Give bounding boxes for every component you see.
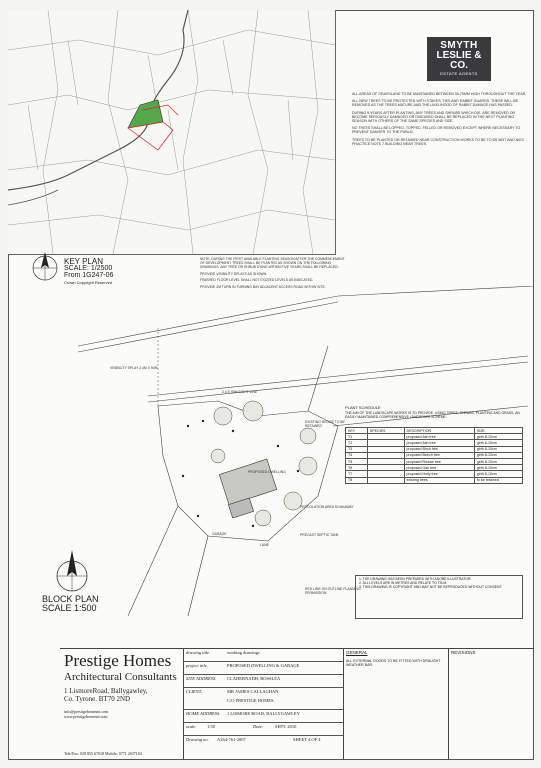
table-row: T5 proposed Rowan tree girth 8-10cm [346,458,523,464]
drawing-details [183,648,344,760]
annot-visibility: VISIBILITY SPLAY 2.4M X 90M [110,366,158,370]
row-client: CLIENT. MR JAMES CALLAGHAN C/O PRESTIGE HOMES. [183,687,343,710]
annot-garage: GARAGE [212,532,227,536]
annot-red-line: RED LINE ON OUTLINE PLANNING PERMISSION [305,587,361,595]
table-row: T2 proposed Ash tree girth 8-10cm [346,440,523,446]
col-header: SIZE [474,428,522,434]
note-item: NO TREES SHALL BE LOPPED, TOPPED, FELLED OR REMOVED EXCEPT WHERE NECESSARY TO PREVENT DANGER TO THE PUBLIC. [352,126,521,135]
col-header: DESCRIPTION [404,428,474,434]
company-email: info@prestigehomesni.com [64,709,109,714]
block-plan-title-block [42,595,99,613]
annot-lane: LANE [260,543,269,547]
key-plan-title-block [64,258,113,286]
key-plan-ref: From 1G247-06 [64,272,114,279]
note-item: NOTE: DURING THE FIRST AVAILABLE PLANTING SEASON AFTER THE COMMENCEMENT OF DEVELOPMENT TREES SHALL BE PLANTED AS SHOWN ON THE FOLLOWING DRAWINGS. ANY TREE OR SHRUB DYING WITHIN FIVE YEARS SHALL BE REPLACED. [200,257,345,269]
revisions-label: REVISIONS [451,650,476,655]
legend-notes [355,575,523,619]
annot-septic: PRECAST SEPTIC TANK [300,533,339,537]
note-item: FINISHED FLOOR LEVEL SHALL NOT EXCEED LEVELS AS INDICATED. [200,278,314,282]
company-web: www.prestigehomesni.com [64,714,108,719]
legend-note: 1. THE DRAWING HAS BEEN PREPARED WITH ADOBE ILLUSTRATOR. [359,577,472,581]
note-item: DURING 5 YEARS AFTER PLANTING, ANY TREES AND SHRUBS WHICH DIE, ARE REMOVED OR BECOME SERIOUSLY DAMAGED OR DISEASED SHALL BE REPLACED IN THE NEXT PLANTING SEASON WITH OTHERS OF THE SAME SPECIES AND SIZE. [352,110,516,124]
row-project: project title. PROPOSED DWELLING & GARAGE [183,661,343,675]
note-item: ALL NEW TREES TO BE PROTECTED WITH STAKES, TIES AND RABBIT GUARDS. THESE WILL BE REMOVED AS THE TREES MATURE AND THE LIKELIHOOD OF RABBIT DAMAGE HAS PASSED. [352,99,519,108]
key-plan-map [8,10,336,255]
annot-hedge: EXISTING HEDGE TO BE RETAINED [305,420,345,428]
general-label: GENERAL [346,650,368,655]
table-row: T1 proposed Ash tree girth 8-10cm [346,434,523,440]
company-address: 1 LismoreRoad, Ballygawley, Co. Tyrone. BT70 2ND [64,687,148,703]
col-header: SPECIES [367,428,404,434]
legend-note: 3. THIS DRAWING IS COPYRIGHT AND MAY NOT BE REPRODUCED WITHOUT CONSENT. [359,584,503,589]
row-site: SITE ADDRESS. CLAHERNADH, ROSSLEA [183,674,343,688]
legend-note: 2. ALL LEVELS ARE IN METRES AND RELATE TO T.B.M. [359,580,448,585]
col-header: KEY [346,428,368,434]
plant-schedule-table [345,427,523,484]
general-panel [343,648,449,760]
row-drawing-title: drawing title. working drawings [183,648,343,662]
company-panel [60,648,184,760]
table-row: T8 existing trees to be retained [346,477,523,483]
company-subtitle: Architectural Consultants [64,671,177,683]
brand-line1: SMYTH [440,40,478,51]
table-row: T6 proposed Oak tree girth 8-10cm [346,465,523,471]
annot-sight-line: 2.4 X 90M SIGHT LINE [222,390,258,394]
company-name: Prestige Homes [64,651,172,670]
key-plan-title: KEY PLAN [64,257,103,266]
company-tel: Tele/Fax: 028 855 67018 Mobile: 0771 2637104 [64,751,142,756]
key-plan-scale: SCALE: 1/2500 [64,265,113,272]
plant-schedule-intro: THE AIM OF THE LANDSCAPE WORKS IS TO PROVIDE, USING TREES, SHRUBS, PLANTING AND GRASS, AN EASILY MAINTAINED COMPREHENSIVE LANDSCAPE SCHEME. [345,411,520,419]
table-row: T3 proposed Birch tree girth 8-10cm [346,446,523,452]
block-plan-scale: SCALE 1:500 [42,603,97,613]
note-item: TREES TO BE PLANTED OR RETAINED NEAR CONSTRUCTION WORKS TO BE TO BS 5837 AND NIEC PRACTICE NOTE 7 BUILDING NEAR TREES. [352,137,525,146]
north-arrow-icon [30,250,60,284]
brand-tagline: ESTATE AGENTS [440,71,478,76]
block-plan-title: BLOCK PLAN [42,594,99,604]
company-contact [64,709,183,719]
notes-right [352,92,528,149]
annot-dwelling: PROPOSED DWELLING [248,470,286,474]
brand-line2: LESLIE & CO. [436,50,482,71]
note-item: PROVIDE VISIBILITY SPLAYS AS SHOWN. [200,271,267,276]
annot-soakaway: PERCOLATION AREA SOAKAWAY [300,505,354,509]
row-drawing-no: Drawing no. A264-761-2007 SHEET 4 OF 4 [186,737,321,742]
brand-logo [427,37,491,81]
table-row: T7 proposed Holly tree girth 8-10cm [346,471,523,477]
general-note: ALL EXTERNAL DOORS TO BE FITTED WITH DRAUGHT WEATHER BAR. [346,659,441,667]
plant-schedule-title: PLANT SCHEDULE [345,405,381,410]
table-row: T4 proposed Beech tree girth 8-10cm [346,452,523,458]
key-plan-copyright: Crown Copyright Reserved [64,280,113,285]
note-item: PROVIDE 2M TURN IN TURNING BAY ADJACENT ACCESS ROAD WITHIN SITE. [200,284,326,289]
revisions-panel [448,648,534,760]
row-home: HOME ADDRESS. 1 LISMORE ROAD, BALLYGAWLEY [183,709,343,723]
north-arrow-icon [52,546,92,596]
row-scale-date: scale: 1:50 Date: SEPT. 2010 [183,722,343,736]
note-item: ALL AREAS OF GRASSLAND TO BE MAINTAINED BETWEEN 35-75MM HIGH THROUGHOUT THE YEAR. [352,92,527,96]
